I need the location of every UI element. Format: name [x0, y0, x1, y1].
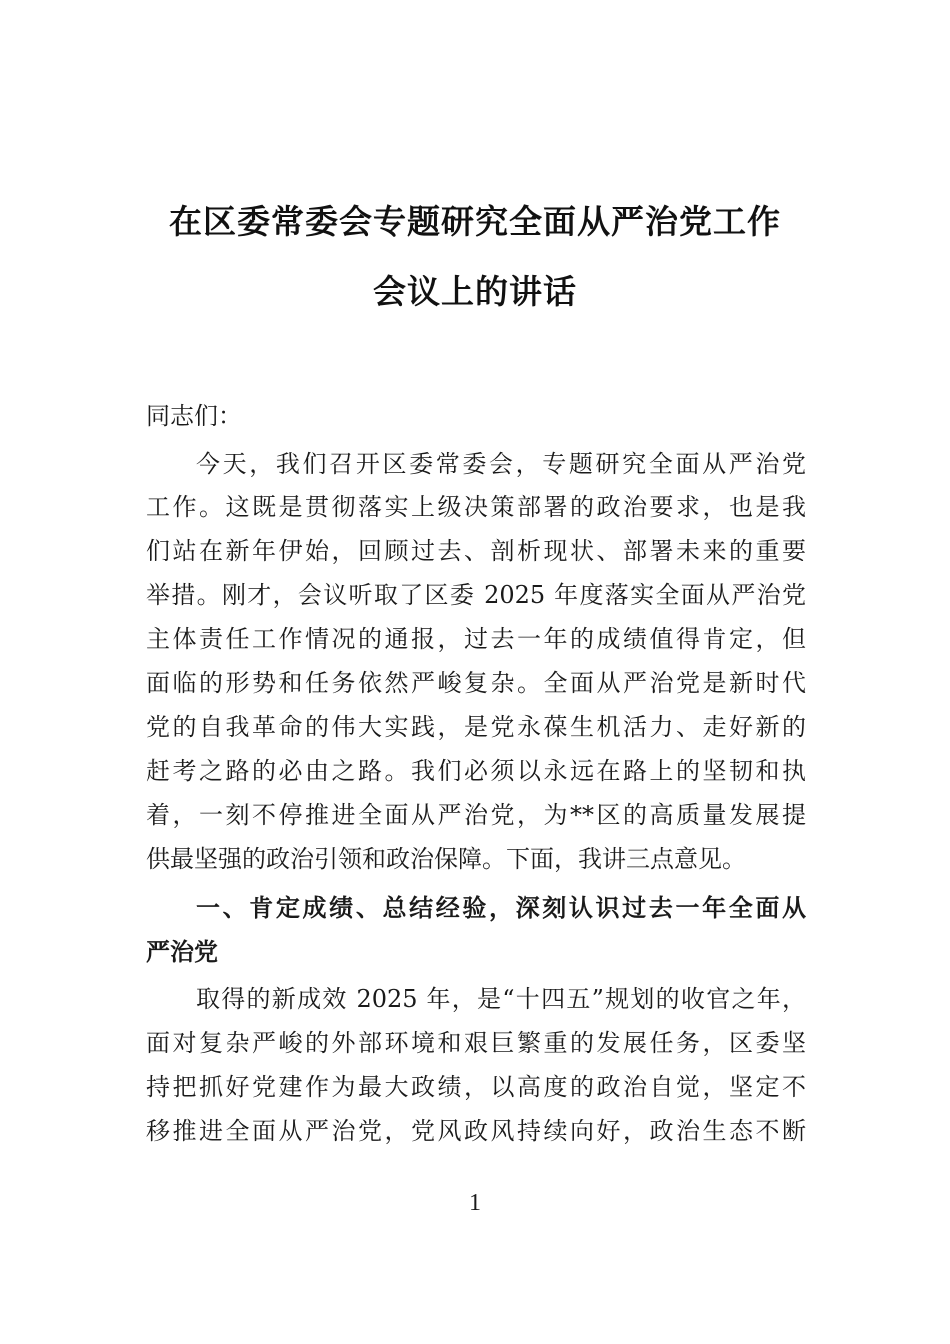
paragraph-1-line: 面临的形势和任务依然严峻复杂。全面从严治党是新时代	[146, 669, 806, 697]
paragraph-2-line: 取得的新成效 2025 年，是“十四五”规划的收官之年，	[196, 985, 806, 1013]
paragraph-2-line: 移推进全面从严治党，党风政风持续向好，政治生态不断	[146, 1117, 806, 1145]
paragraph-1-line: 主体责任工作情况的通报，过去一年的成绩值得肯定，但	[146, 625, 806, 653]
section-heading-line: 一、肯定成绩、总结经验，深刻认识过去一年全面从	[196, 894, 806, 922]
paragraph-1-line: 今天，我们召开区委常委会，专题研究全面从严治党	[196, 450, 806, 478]
paragraph-1-line: 举措。刚才，会议听取了区委 2025 年度落实全面从严治党	[146, 581, 806, 609]
document-title-line-2: 会议上的讲话	[373, 272, 577, 311]
page-number: 1	[469, 1190, 481, 1216]
paragraph-1-line: 着，一刻不停推进全面从严治党，为**区的高质量发展提	[146, 801, 806, 829]
paragraph-1-line: 党的自我革命的伟大实践，是党永葆生机活力、走好新的	[146, 713, 806, 741]
paragraph-2-line: 持把抓好党建作为最大政绩，以高度的政治自觉，坚定不	[146, 1073, 806, 1101]
paragraph-1-line: 们站在新年伊始，回顾过去、剖析现状、部署未来的重要	[146, 537, 806, 565]
document-title-line-1: 在区委常委会专题研究全面从严治党工作	[169, 202, 781, 241]
section-heading-line: 严治党	[146, 938, 218, 966]
paragraph-1-line: 工作。这既是贯彻落实上级决策部署的政治要求，也是我	[146, 493, 806, 521]
salutation: 同志们：	[146, 402, 242, 430]
paragraph-1-line: 供最坚强的政治引领和政治保障。下面，我讲三点意见。	[146, 845, 746, 873]
paragraph-2-line: 面对复杂严峻的外部环境和艰巨繁重的发展任务，区委坚	[146, 1029, 806, 1057]
paragraph-1-line: 赶考之路的必由之路。我们必须以永远在路上的坚韧和执	[146, 757, 806, 785]
